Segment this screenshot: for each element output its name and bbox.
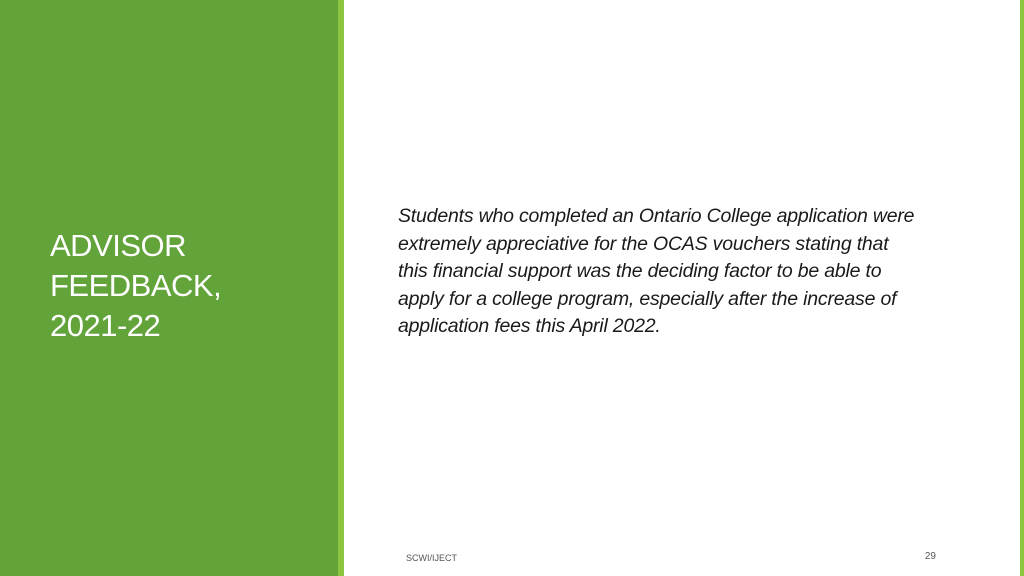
footer-label: SCWI/IJECT — [406, 553, 457, 563]
slide-title — [50, 226, 320, 346]
panel-accent-stripe — [338, 0, 344, 576]
title-panel — [0, 0, 338, 576]
right-accent-stripe — [1020, 0, 1024, 576]
page-number: 29 — [924, 551, 936, 562]
slide-title-line-2: FEEDBACK, — [50, 268, 222, 303]
slide-title-line-3: 2021-22 — [50, 308, 161, 343]
feedback-quote: Students who completed an Ontario College application were extremely appreciative for the OCAS vouchers stating that this financial support was the deciding factor to be able to apply for a college program, especially after the increase of application fees this April 2022. — [398, 205, 915, 337]
slide-title-line-1: ADVISOR — [50, 228, 187, 263]
